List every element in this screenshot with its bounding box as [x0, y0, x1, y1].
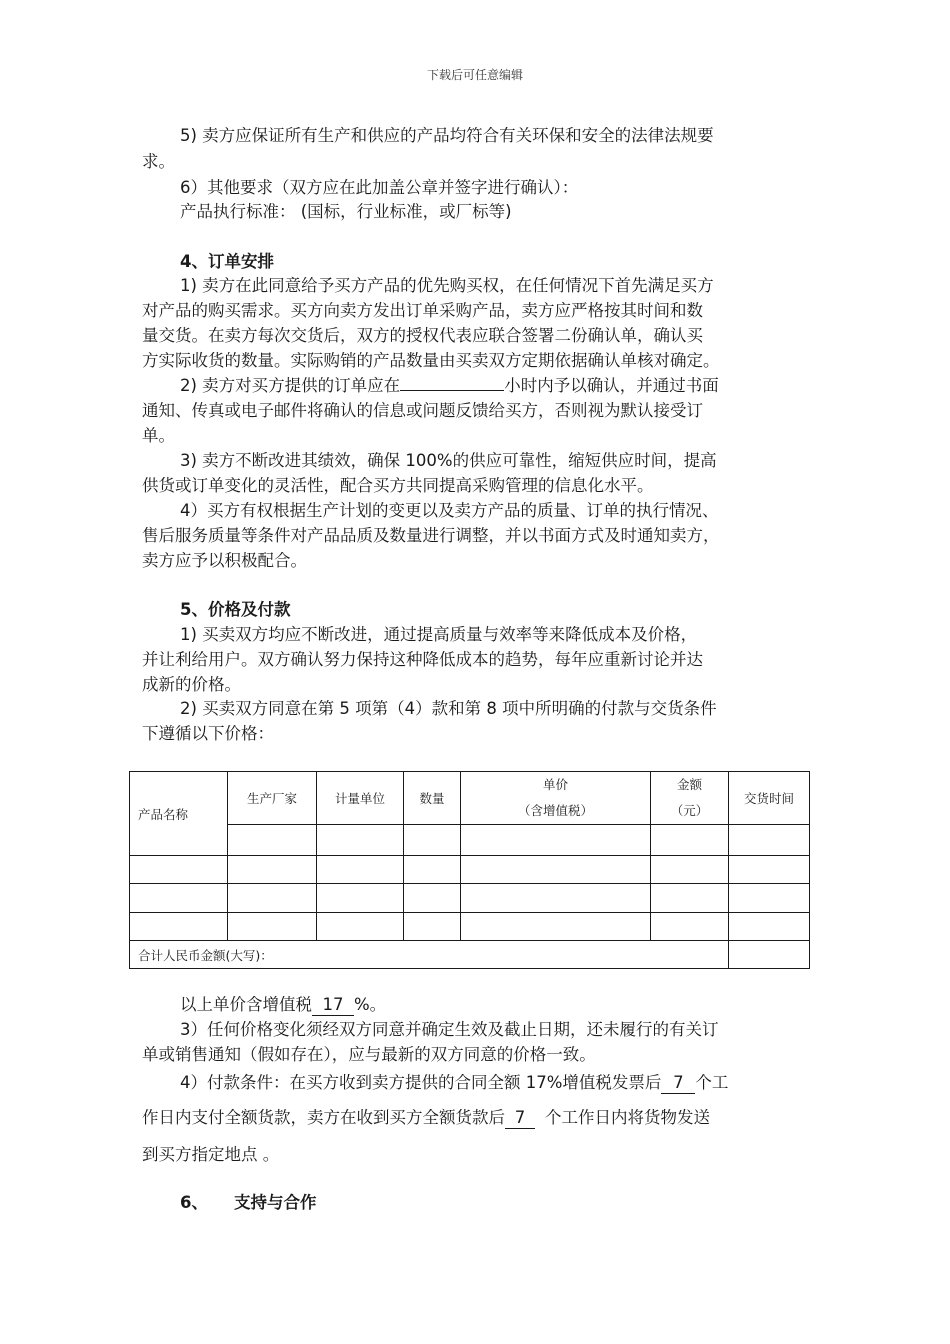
header-unit: 计量单位: [317, 772, 404, 825]
header-price-note: （含增值税）: [517, 803, 593, 818]
paragraph-line: 对产品的购买需求。买方向卖方发出订单采购产品，卖方应严格按其时间和数: [142, 301, 703, 320]
paragraph-line: 4）买方有权根据生产计划的变更以及卖方产品的质量、订单的执行情况、: [180, 501, 719, 520]
table-cell: [729, 856, 810, 884]
line-text: 小时内予以确认，并通过书面: [504, 376, 719, 395]
section-number: 6、: [180, 1193, 208, 1212]
paragraph-line: [180, 374, 860, 398]
table-cell: [317, 825, 404, 856]
paragraph-line: 下遵循以下价格：: [142, 724, 274, 743]
table-cell: [729, 884, 810, 913]
table-cell: [461, 825, 651, 856]
line-text: 4）付款条件：在买方收到卖方提供的合同全额 17%增值税发票后: [180, 1073, 662, 1092]
paragraph-line: 3) 卖方不断改进其绩效，确保 100%的供应可靠性，缩短供应时间，提高: [180, 451, 717, 470]
section-heading: 4、订单安排: [180, 252, 274, 271]
price-table: [129, 771, 810, 969]
paragraph-line: 成新的价格。: [142, 675, 241, 694]
paragraph-line: 3）任何价格变化须经双方同意并确定生效及截止日期，还未履行的有关订: [180, 1020, 719, 1039]
paragraph-line: 产品执行标准： (国标，行业标准，或厂标等): [180, 202, 512, 221]
table-row: [130, 884, 810, 913]
header-amount: [651, 772, 729, 825]
table-cell: [729, 913, 810, 941]
table-cell: [317, 884, 404, 913]
blank-pay-days: 7: [661, 1073, 695, 1094]
line-text: 个工作日内将货物发送: [545, 1108, 710, 1127]
header-price: [461, 772, 651, 825]
paragraph-line: 5) 卖方应保证所有生产和供应的产品均符合有关环保和安全的法律法规要: [180, 126, 714, 145]
total-delivery-cell: [729, 941, 810, 969]
header-maker: 生产厂家: [228, 772, 317, 825]
paragraph-line: 并让利给用户。双方确认努力保持这种降低成本的趋势，每年应重新讨论并达: [142, 650, 703, 669]
table-cell: [228, 825, 317, 856]
table-cell: [651, 913, 729, 941]
table-cell: [461, 856, 651, 884]
paragraph-line: 2) 买卖双方同意在第 5 项第（4）款和第 8 项中所明确的付款与交货条件: [180, 699, 717, 718]
paragraph-line: 6）其他要求（双方应在此加盖公章并签字进行确认）：: [180, 178, 579, 197]
table-cell: [404, 825, 461, 856]
section-title: 支持与合作: [233, 1193, 317, 1212]
paragraph-line: 到买方指定地点 。: [142, 1145, 280, 1164]
table-cell: [729, 825, 810, 856]
paragraph-line: 卖方应予以积极配合。: [142, 551, 307, 570]
page-header: 下载后可任意编辑: [426, 68, 523, 82]
table-cell: [317, 856, 404, 884]
blank-ship-days: 7: [505, 1108, 535, 1129]
table-cell: [461, 884, 651, 913]
line-text: %。: [354, 995, 387, 1014]
paragraph-line: 方实际收货的数量。实际购销的产品数量由买卖双方定期依据确认单核对确定。: [142, 351, 720, 370]
paragraph-line: [180, 1071, 860, 1095]
table-row: [130, 825, 810, 856]
section-heading: 5、价格及付款: [180, 600, 291, 619]
table-cell: [228, 913, 317, 941]
blank-hours: [400, 390, 504, 391]
section-heading: [180, 1191, 860, 1215]
table-cell: [404, 856, 461, 884]
table-cell: [404, 884, 461, 913]
paragraph-line: 1) 买卖双方均应不断改进，通过提高质量与效率等来降低成本及价格，: [180, 625, 698, 644]
table-cell: [651, 884, 729, 913]
line-text: 以上单价含增值税: [180, 995, 312, 1014]
header-price-label: 单价: [542, 777, 568, 792]
paragraph-line: 求。: [142, 152, 175, 171]
paragraph-line: 量交货。在卖方每次交货后，双方的授权代表应联合签署二份确认单，确认买: [142, 326, 703, 345]
line-text: 2) 卖方对买方提供的订单应在: [180, 376, 401, 395]
header-amount-note: （元）: [670, 803, 709, 818]
table-cell: [317, 913, 404, 941]
table-header-row: [130, 772, 810, 825]
table-cell: [130, 856, 228, 884]
table-total-row: [130, 941, 810, 969]
paragraph-line: 售后服务质量等条件对产品品质及数量进行调整，并以书面方式及时通知卖方，: [142, 526, 720, 545]
header-product: 产品名称: [130, 772, 228, 856]
line-text: 作日内支付全额货款，卖方在收到买方全额货款后: [142, 1108, 505, 1127]
table-cell: [651, 825, 729, 856]
paragraph-line: 单或销售通知（假如存在），应与最新的双方同意的价格一致。: [142, 1045, 596, 1064]
table-cell: [228, 856, 317, 884]
header-delivery: 交货时间: [729, 772, 810, 825]
table-cell: [461, 913, 651, 941]
header-amount-label: 金额: [676, 777, 702, 792]
table-cell: [130, 884, 228, 913]
line-text: 个工: [695, 1073, 729, 1092]
paragraph-line: 通知、传真或电子邮件将确认的信息或问题反馈给买方，否则视为默认接受订: [142, 401, 703, 420]
paragraph-line: [180, 993, 860, 1017]
table-row: [130, 856, 810, 884]
table-cell: [228, 884, 317, 913]
paragraph-line: 单。: [142, 426, 175, 445]
total-label: 合计人民币金额(大写)：: [130, 941, 729, 969]
header-qty: 数量: [404, 772, 461, 825]
blank-vat-rate: 17: [312, 995, 354, 1016]
table-cell: [404, 913, 461, 941]
table-cell: [130, 913, 228, 941]
table-row: [130, 913, 810, 941]
paragraph-line: [142, 1106, 822, 1130]
paragraph-line: 供货或订单变化的灵活性，配合买方共同提高采购管理的信息化水平。: [142, 476, 654, 495]
table-cell: [651, 856, 729, 884]
paragraph-line: 1) 卖方在此同意给予买方产品的优先购买权，在任何情况下首先满足买方: [180, 276, 714, 295]
